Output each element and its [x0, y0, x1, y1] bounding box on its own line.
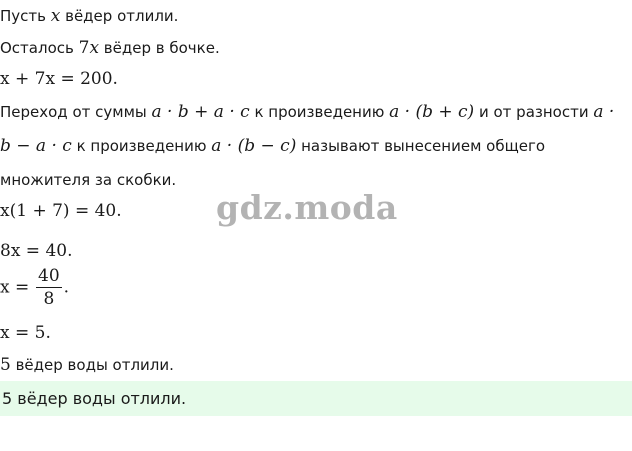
paragraph-line-2: b − a · c к произведению a · (b − c) называют вынесением общего: [0, 136, 546, 156]
equation-2: x(1 + 7) = 40.: [0, 201, 122, 221]
line-let-x: Пусть x вёдер отлили.: [0, 6, 179, 26]
paragraph-line-1: Переход от суммы a · b + a · c к произведению a · (b + c) и от разности a ·: [0, 102, 615, 122]
paragraph-line-3: множителя за скобки.: [0, 171, 177, 189]
equation-3: 8x = 40.: [0, 241, 73, 261]
line-remaining: Осталось 7x вёдер в бочке.: [0, 38, 220, 58]
equation-1: x + 7x = 200.: [0, 69, 118, 89]
fraction-denominator: 8: [43, 289, 55, 309]
fraction: [36, 266, 62, 309]
equation-4: x = $\frac{40}{8}$ .: [0, 266, 70, 309]
fraction-numerator: 40: [38, 266, 60, 286]
answer-box: [0, 381, 632, 416]
answer-text: 5 вёдер воды отлили.: [2, 389, 187, 408]
result-line: 5 вёдер воды отлили.: [0, 355, 174, 375]
equation-5: x = 5.: [0, 323, 51, 343]
fraction-bar: [36, 287, 62, 288]
watermark-logo: gdz.moda: [216, 188, 398, 227]
